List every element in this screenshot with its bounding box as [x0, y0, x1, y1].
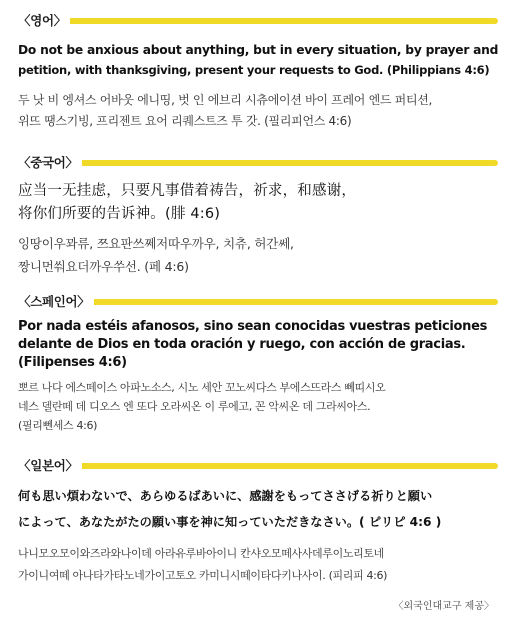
section-header-chinese [18, 154, 498, 172]
section-title: 〈영어〉 [18, 12, 70, 30]
section-header-japanese [18, 457, 498, 475]
section-title: 〈중국어〉 [18, 154, 82, 172]
pronunciation-line: 두 낫 비 엥셔스 어바웃 에니띵, 벗 인 에브리 시츄에이션 바이 프레어 엔드 퍼티션, [18, 93, 433, 107]
verse-text-english [18, 40, 498, 80]
section-title: 〈일본어〉 [18, 457, 82, 475]
pronunciation-line: 나니모오모이와즈라와나이데 아라유루바아이니 칸샤오모떼사사데루이노리토네 [18, 547, 384, 560]
verse-line: delante de Dios en toda oración y ruego, con acción de gracias. [18, 337, 466, 352]
pronunciation-chinese [18, 232, 498, 278]
verse-line: によって、あなたがたの願い事を神に知っていただきなさい。( ピリピ 4:6 ) [18, 515, 442, 529]
verse-line: 何も思い煩わないで、あらゆるばあいに、感謝をもってささげる祈りと願い [18, 489, 433, 503]
pronunciation-line: (필리뻰세스 4:6) [18, 419, 98, 432]
verse-text-spanish [18, 318, 498, 372]
section-header-english [18, 12, 498, 30]
pronunciation-line: 위뜨 땡스기빙, 프리젠트 요어 리퀘스트즈 투 갓. (필리피언스 4:6) [18, 114, 352, 128]
pronunciation-english [18, 90, 498, 132]
verse-line: 将你们所要的告诉神。(腓 4:6) [18, 206, 221, 222]
pronunciation-line: 네스 델란떼 데 디오스 엔 또다 오라씨온 이 루에고, 꼰 악씨온 데 그라씨아스. [18, 400, 371, 413]
section-header-spanish [18, 293, 498, 311]
pronunciation-spanish [18, 378, 498, 435]
verse-line: Do not be anxious about anything, but in every situation, by prayer and [18, 43, 499, 57]
pronunciation-japanese [18, 543, 498, 587]
source-credit: 〈외국인대교구 제공〉 [393, 601, 494, 612]
pronunciation-line: 뽀르 나다 에스떼이스 아파노소스, 시노 세안 꼬노씨다스 부에스뜨라스 뻬띠시오 [18, 381, 386, 394]
header-divider-bar [70, 463, 498, 469]
pronunciation-line: 잉땅이우꽈류, 쯔요판쓰쩨저따우까우, 치츄, 허간쎄, [18, 236, 294, 251]
section-title: 〈스페인어〉 [18, 293, 94, 311]
verse-text-chinese [18, 180, 498, 226]
verse-line: petition, with thanksgiving, present your requests to God. (Philippians 4:6) [18, 63, 490, 77]
pronunciation-line: 짱니먼쒀요더까우쑤선. (페 4:6) [18, 259, 189, 274]
header-divider-bar [70, 160, 498, 166]
verse-line: (Filipenses 4:6) [18, 355, 127, 370]
pronunciation-line: 가이니여떼 아나타가타노네가이고토오 카미니시떼이타다키나사이. (피리피 4:6) [18, 569, 388, 582]
verse-text-japanese [18, 483, 498, 535]
header-divider-bar [80, 299, 498, 305]
verse-line: Por nada estéis afanosos, sino sean conocidas vuestras peticiones [18, 319, 488, 334]
header-divider-bar [58, 18, 498, 24]
verse-line: 应当一无挂虑，只要凡事借着祷告，祈求，和感谢， [18, 183, 357, 199]
